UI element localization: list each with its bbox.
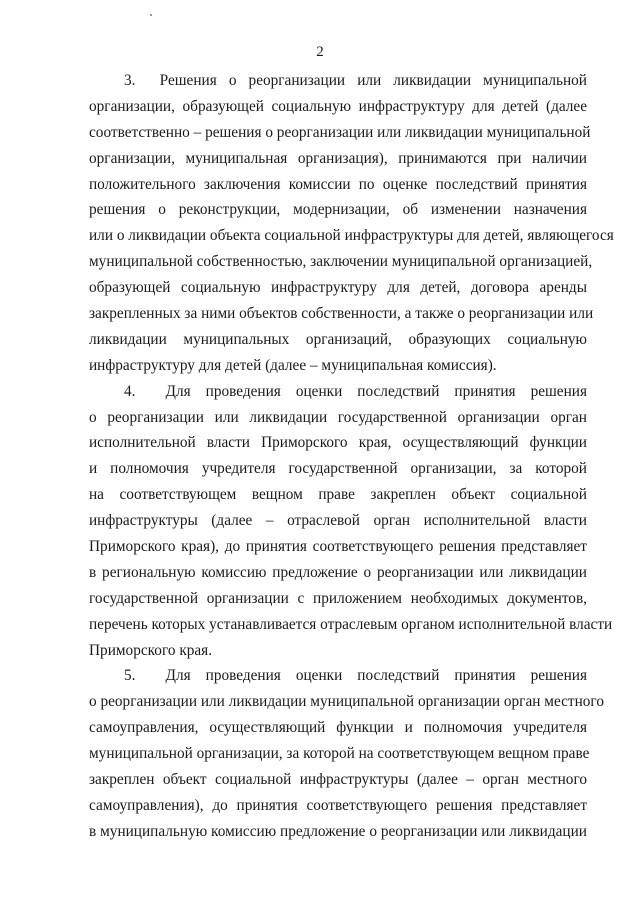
- text-line: муниципальной организации, за которой на соответствующем вещном праве: [89, 745, 590, 763]
- paragraph-5: [89, 663, 604, 844]
- page-number: 2: [316, 44, 324, 60]
- text-line: или о ликвидации объекта социальной инфраструктуры для детей, являющегося: [89, 227, 614, 245]
- text-line: самоуправления), до принятия соответствующего решения представляет: [89, 796, 587, 814]
- text-line: и полномочия учредителя государственной организации, за которой: [89, 460, 587, 478]
- text-line: соответственно – решения о реорганизации или ликвидации муниципальной: [89, 123, 591, 141]
- text-line: Приморского края.: [89, 641, 213, 659]
- document-body: [89, 68, 614, 845]
- text-line: положительного заключения комиссии по оценке последствий принятия: [89, 175, 587, 193]
- text-line: ликвидации муниципальных организаций, образующих социальную: [89, 330, 587, 348]
- paragraph-4: [89, 379, 613, 664]
- text-line: организации, муниципальная организация), принимаются при наличии: [89, 149, 587, 167]
- paragraph-3: [89, 68, 614, 379]
- text-line: образующей социальную инфраструктуру для детей, договора аренды: [89, 279, 587, 297]
- text-line: инфраструктуру для детей (далее – муниципальная комиссия).: [89, 356, 497, 374]
- text-line: закреплен объект социальной инфраструктуры (далее – орган местного: [89, 771, 587, 789]
- text-line: о реорганизации или ликвидации государственной организации орган: [89, 408, 587, 426]
- text-line: Приморского края), до принятия соответствующего решения представляет: [89, 538, 587, 556]
- text-line: муниципальной собственностью, заключении муниципальной организацией,: [89, 253, 593, 271]
- text-line: 5. Для проведения оценки последствий принятия решения: [124, 667, 587, 685]
- text-line: государственной организации с приложением необходимых документов,: [89, 589, 587, 607]
- text-line: перечень которых устанавливается отраслевым органом исполнительной власти: [89, 615, 613, 633]
- text-line: закрепленных за ними объектов собственности, а также о реорганизации или: [89, 305, 594, 323]
- text-line: исполнительной власти Приморского края, осуществляющий функции: [89, 434, 587, 452]
- text-line: 3. Решения о реорганизации или ликвидации муниципальной: [124, 72, 587, 89]
- text-line: 4. Для проведения оценки последствий принятия решения: [124, 382, 587, 400]
- text-line: на соответствующем вещном праве закреплен объект социальной: [89, 486, 587, 504]
- text-line: в муниципальную комиссию предложение о реорганизации или ликвидации: [89, 822, 587, 840]
- text-line: организации, образующей социальную инфраструктуру для детей (далее: [89, 97, 587, 115]
- text-line: решения о реконструкции, модернизации, об изменении назначения: [89, 201, 587, 219]
- text-line: инфраструктуры (далее – отраслевой орган исполнительной власти: [89, 512, 587, 530]
- text-line: о реорганизации или ликвидации муниципальной организации орган местного: [89, 693, 604, 711]
- text-line: самоуправления, осуществляющий функции и полномочия учредителя: [89, 719, 587, 737]
- scan-mark: [150, 14, 152, 16]
- text-line: в региональную комиссию предложение о реорганизации или ликвидации: [89, 563, 587, 581]
